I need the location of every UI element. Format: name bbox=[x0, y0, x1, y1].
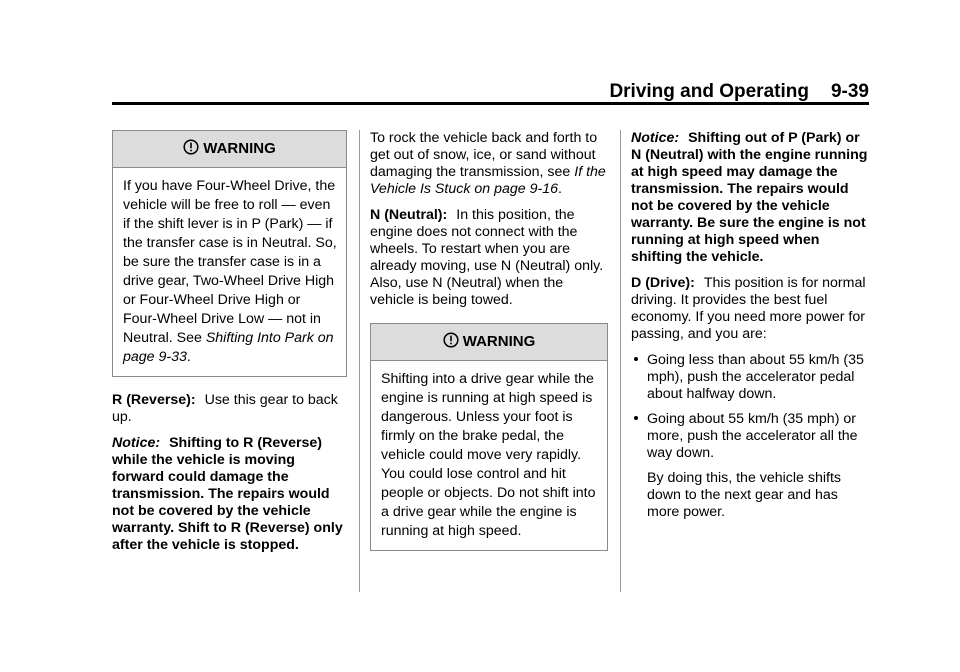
cross-reference-link[interactable]: If the Vehicle Is Stuck on page 9-16 bbox=[370, 164, 606, 197]
warning-icon bbox=[183, 133, 199, 169]
warning-title: WARNING bbox=[462, 333, 536, 350]
warning-text-end: . bbox=[186, 349, 191, 365]
rock-text-end: . bbox=[557, 181, 562, 197]
reverse-paragraph bbox=[112, 392, 347, 426]
column-3 bbox=[631, 130, 869, 530]
rock-paragraph bbox=[370, 130, 608, 198]
list-item: Going about 55 km/h (35 mph) or more, push the accelerator all the way down. bbox=[631, 411, 869, 462]
warning-header bbox=[113, 131, 346, 168]
warning-body bbox=[113, 168, 346, 376]
column-divider-2 bbox=[620, 130, 621, 592]
page-number: 9-39 bbox=[830, 81, 869, 102]
park-notice bbox=[631, 130, 869, 266]
cross-reference-link[interactable]: Shifting Into Park on page 9-33 bbox=[123, 330, 334, 365]
warning-title: WARNING bbox=[203, 140, 276, 157]
warning-header bbox=[371, 324, 607, 361]
section-title: Driving and Operating bbox=[609, 81, 809, 102]
neutral-paragraph bbox=[370, 207, 608, 309]
warning-box-four-wheel bbox=[112, 130, 347, 377]
reverse-notice bbox=[112, 435, 347, 554]
drive-text: This position is for normal driving. It provides the best fuel economy. If you need more power for passing, and you are: bbox=[631, 275, 866, 342]
warning-box-drive-gear bbox=[370, 323, 608, 551]
column-divider-1 bbox=[359, 130, 360, 592]
warning-body: Shifting into a drive gear while the engine is running at high speed is dangerous. Unless your foot is firmly on the brake pedal, the vehicle could move very rapidly. You could lose control and hit people or objects. Do not shift into a drive gear while the engine is running at high speed. bbox=[381, 371, 596, 539]
neutral-text: In this position, the engine does not connect with the wheels. To restart when you are already moving, use N (Neutral) only. Also, use N (Neutral) when the vehicle is being towed. bbox=[370, 207, 604, 308]
column-2 bbox=[370, 130, 608, 551]
drive-paragraph bbox=[631, 275, 869, 343]
neutral-label: N (Neutral): bbox=[370, 207, 448, 223]
list-item: Going less than about 55 km/h (35 mph), push the accelerator pedal about halfway down. bbox=[631, 352, 869, 403]
column-1 bbox=[112, 130, 347, 563]
rock-text: To rock the vehicle back and forth to get out of snow, ice, or sand without damaging the transmission, see bbox=[370, 130, 598, 180]
drive-label: D (Drive): bbox=[631, 275, 695, 291]
drive-after-paragraph: By doing this, the vehicle shifts down to the next gear and has more power. bbox=[647, 470, 841, 520]
notice-text: Shifting out of P (Park) or N (Neutral) with the engine running at high speed may damage the transmission. The repairs would not be covered by the vehicle warranty. Be sure the engine is not running at high speed when shifting the vehicle. bbox=[631, 130, 868, 265]
header-rule bbox=[112, 102, 869, 105]
reverse-text: Use this gear to back up. bbox=[112, 392, 338, 425]
warning-text: If you have Four-Wheel Drive, the vehicle will be free to roll — even if the shift lever is in P (Park) — if the transfer case is in Neutral. So, be sure the transfer case is in a drive gear, Two-Wheel Drive High or Four-Wheel Drive High or Four-Wheel Drive Low — not in Neutral. See bbox=[123, 178, 337, 346]
notice-label: Notice: bbox=[112, 435, 161, 451]
reverse-label: R (Reverse): bbox=[112, 392, 196, 408]
notice-label: Notice: bbox=[631, 130, 680, 146]
notice-text: Shifting to R (Reverse) while the vehicle is moving forward could damage the transmission. The repairs would not be covered by the vehicle warranty. Shift to R (Reverse) only after the vehicle is stopped. bbox=[112, 435, 343, 553]
drive-bullet-list bbox=[631, 352, 869, 462]
warning-icon bbox=[443, 326, 459, 362]
